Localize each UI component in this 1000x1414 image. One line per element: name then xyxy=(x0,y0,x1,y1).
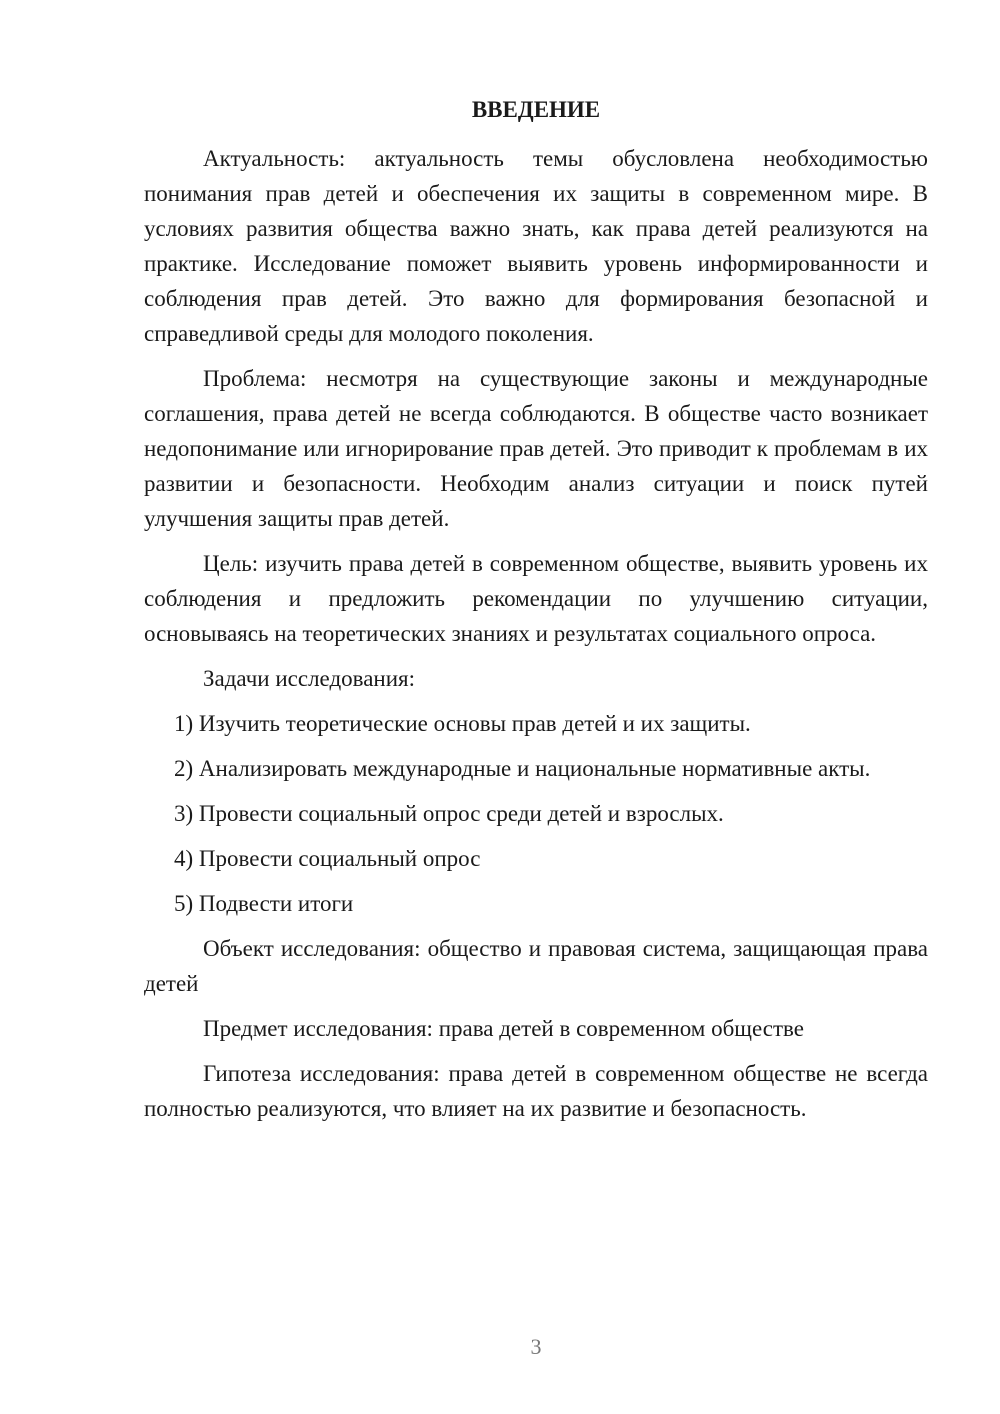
paragraph-subject: Предмет исследования: права детей в современном обществе xyxy=(203,1016,804,1041)
paragraph-relevance: Актуальность: актуальность темы обусловлена необходимостью понимания прав детей и обеспечения их защиты в современном мире. В условиях развития общества важно знать, как права детей реализуются на практике. Исследование поможет выявить уровень информированности и соблюдения прав детей. Это важно для формирования безопасной и справедливой среды для молодого поколения. xyxy=(144,146,928,346)
task-item-1: 1) Изучить теоретические основы прав детей и их защиты. xyxy=(174,711,751,736)
paragraph-hypothesis: Гипотеза исследования: права детей в современном обществе не всегда полностью реализуются, что влияет на их развитие и безопасность. xyxy=(144,1061,928,1121)
paragraph-object: Объект исследования: общество и правовая система, защищающая права детей xyxy=(144,936,928,996)
task-item-2: 2) Анализировать международные и национальные нормативные акты. xyxy=(174,756,871,781)
paragraph-goal: Цель: изучить права детей в современном обществе, выявить уровень их соблюдения и предложить рекомендации по улучшению ситуации, основываясь на теоретических знаниях и результатах социального опроса. xyxy=(144,551,928,646)
task-item-5: 5) Подвести итоги xyxy=(174,891,354,916)
document-title: ВВЕДЕНИЕ xyxy=(471,97,601,122)
paragraph-problem: Проблема: несмотря на существующие законы и международные соглашения, права детей не всегда соблюдаются. В обществе часто возникает недопонимание или игнорирование прав детей. Это приводит к проблемам в их развитии и безопасности. Необходим анализ ситуации и поиск путей улучшения защиты прав детей. xyxy=(144,366,928,531)
document-page xyxy=(144,95,928,1136)
task-item-4: 4) Провести социальный опрос xyxy=(174,846,481,871)
paragraph-tasks-heading: Задачи исследования: xyxy=(203,666,416,691)
task-item-3: 3) Провести социальный опрос среди детей и взрослых. xyxy=(174,801,724,826)
page-number: 3 xyxy=(530,1334,542,1359)
